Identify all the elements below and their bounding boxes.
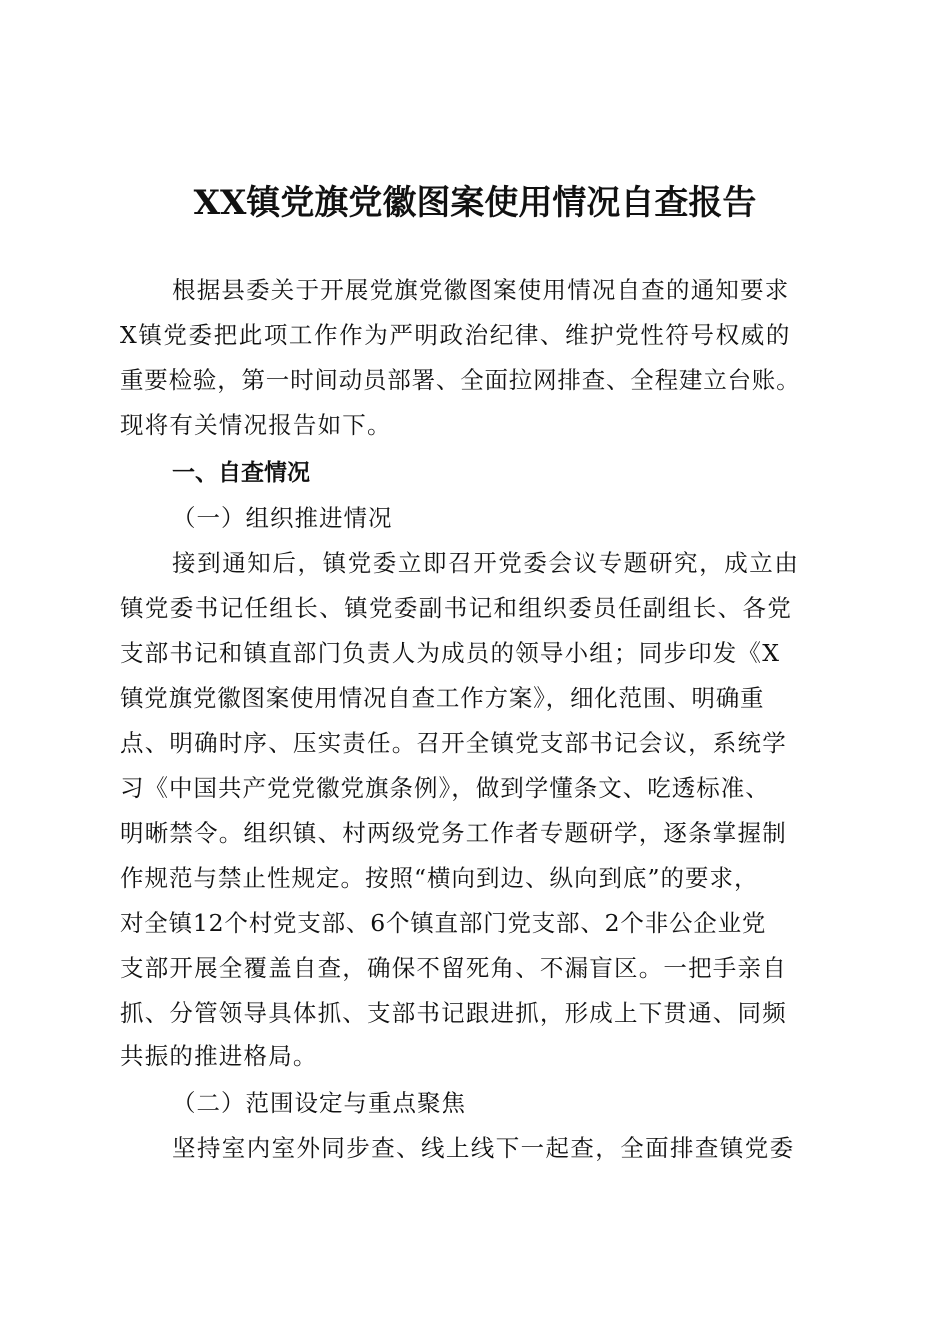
document-title: XX镇党旗党徽图案使用情况自查报告 — [193, 183, 757, 223]
paragraph-line: 共振的推进格局。 — [120, 1042, 318, 1070]
subsection-heading: （二）范围设定与重点聚焦 — [172, 1089, 466, 1117]
paragraph-line: 镇党旗党徽图案使用情况自查工作方案》，细化范围、明确重 — [120, 684, 765, 712]
paragraph-line: 根据县委关于开展党旗党徽图案使用情况自查的通知要求 — [172, 276, 790, 304]
paragraph-line: 现将有关情况报告如下。 — [120, 411, 392, 439]
paragraph-line: 明晰禁令。组织镇、村两级党务工作者专题研学，逐条掌握制 — [120, 819, 787, 847]
section-heading: 一、自查情况 — [172, 460, 310, 486]
paragraph-line: 习《中国共产党党徽党旗条例》，做到学懂条文、吃透标准、 — [120, 774, 770, 802]
paragraph-line: 重要检验，第一时间动员部署、全面拉网排查、全程建立台账。 — [120, 366, 801, 394]
paragraph-line: 接到通知后，镇党委立即召开党委会议专题研究，成立由 — [172, 549, 800, 577]
paragraph-line: 镇党委书记任组长、镇党委副书记和组织委员任副组长、各党 — [120, 594, 793, 622]
paragraph-line: 抓、分管领导具体抓、支部书记跟进抓，形成上下贯通、同频 — [120, 999, 787, 1027]
paragraph-line: X镇党委把此项工作作为严明政治纪律、维护党性符号权威的 — [120, 321, 791, 349]
subsection-heading: （一）组织推进情况 — [172, 504, 393, 532]
paragraph-line: 支部书记和镇直部门负责人为成员的领导小组；同步印发《X — [120, 639, 781, 667]
paragraph-line: 作规范与禁止性规定。按照“横向到边、纵向到底”的要求， — [120, 864, 759, 892]
paragraph-line: 对全镇12个村党支部、6个镇直部门党支部、2个非公企业党 — [120, 909, 767, 937]
paragraph-line: 坚持室内室外同步查、线上线下一起查，全面排查镇党委 — [172, 1134, 795, 1162]
paragraph-line: 支部开展全覆盖自查，确保不留死角、不漏盲区。一把手亲自 — [120, 954, 787, 982]
paragraph-line: 点、明确时序、压实责任。召开全镇党支部书记会议，系统学 — [120, 729, 787, 757]
